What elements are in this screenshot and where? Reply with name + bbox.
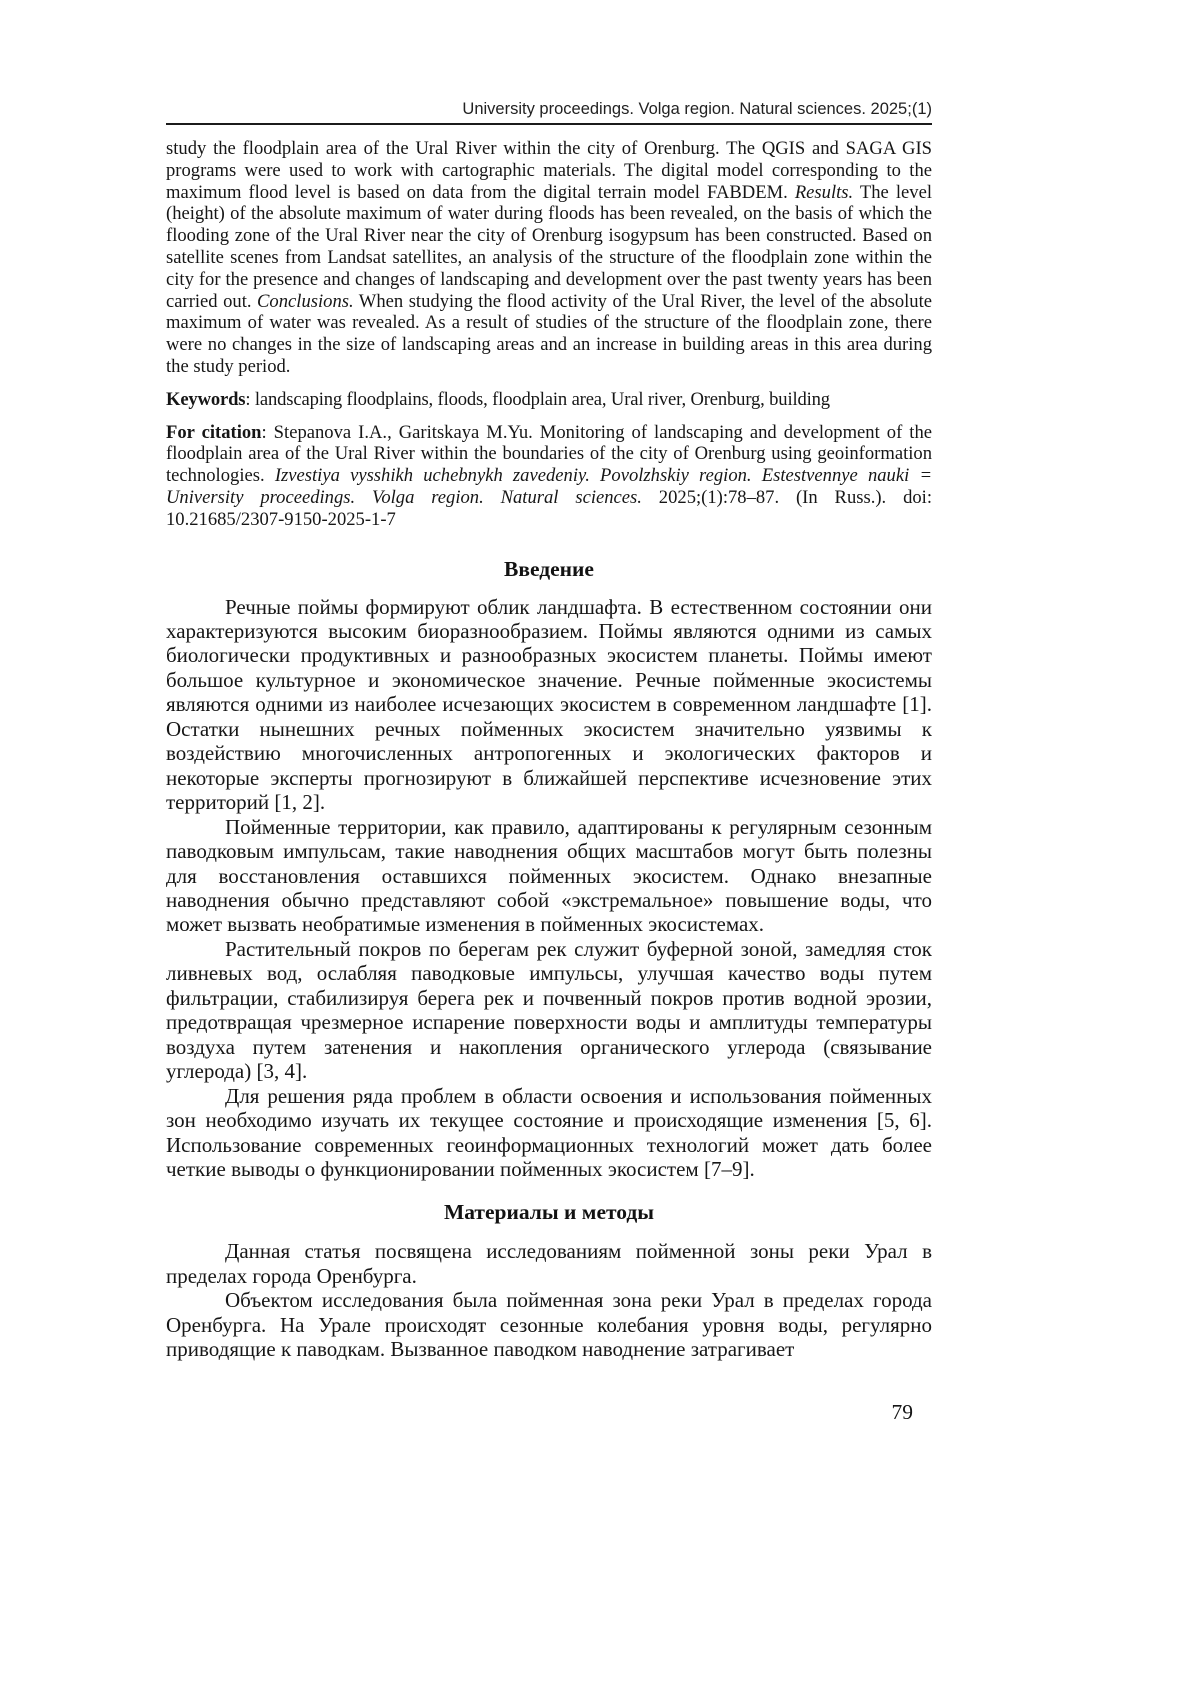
abstract-results-label: Results. xyxy=(794,181,854,203)
keywords-text: : landscaping floodplains, floods, floodplain area, Ural river, Orenburg, building xyxy=(245,388,830,410)
abstract-continuation-paragraph xyxy=(166,138,932,378)
methods-paragraph-2: Объектом исследования была пойменная зона реки Урал в пределах города Оренбурга. На Урале происходят сезонные колебания уровня воды, регулярно приводящие к паводкам. Вызванное паводком наводнение затрагивает xyxy=(166,1288,932,1362)
citation-journal-name: Izvestiya vysshikh uchebnykh zavedeniy. Povolzhskiy region. Estestvennye nauki = University proceedings. Volga region. Natural sciences. xyxy=(166,465,933,508)
running-head: University proceedings. Volga region. Natural sciences. 2025;(1) xyxy=(462,100,932,118)
section-heading-materials-methods: Материалы и методы xyxy=(443,1200,655,1225)
section-heading-introduction: Введение xyxy=(504,556,594,581)
text-column xyxy=(166,99,932,1362)
citation-doi-segment: 2025;(1):78–87. (In Russ.). doi: 10.21685/2307-9150-2025-1-7 xyxy=(166,486,932,530)
intro-paragraph-2: Пойменные территории, как правило, адаптированы к регулярным сезонным паводковым импульсам, такие наводнения общих масштабов могут быть полезны для восстановления оставшихся пойменных экосистем. Однако внезапные наводнения обычно представляют собой «экстремальное» повышение воды, что может вызвать необратимые изменения в пойменных экосистемах. xyxy=(166,814,932,937)
page-body xyxy=(166,138,932,1362)
page-number: 79 xyxy=(891,1400,913,1424)
abstract-text-segment: When studying the flood activity of the Ural River, the level of the absolute maximum of water was revealed. As a result of studies of the structure of the floodplain zone, there were no changes in the size of landscaping areas and an increase in building areas in this area during the study period. xyxy=(166,290,932,377)
methods-paragraph-1: Данная статья посвящена исследованиям пойменной зоны реки Урал в пределах города Оренбурга. xyxy=(166,1239,932,1288)
page-header xyxy=(166,99,932,125)
citation-paragraph xyxy=(166,422,932,531)
abstract-text-segment: study the floodplain area of the Ural River within the city of Orenburg. The QGIS and SAGA GIS programs were used to work with cartographic materials. The digital model corresponding to the maximum flood level is based on data from the digital terrain model FABDEM. xyxy=(166,138,932,203)
abstract-text-segment: The level (height) of the absolute maximum of water during floods has been revealed, on the basis of which the flooding zone of the Ural River near the city of Orenburg isogypsum has been constructed. Based on satellite scenes from Landsat satellites, an analysis of the structure of the floodplain zone within the city for the presence and changes of landscaping and development over the past twenty years has been carried out. xyxy=(166,181,932,312)
keywords-label: Keywords xyxy=(166,388,246,410)
abstract-conclusions-label: Conclusions. xyxy=(257,290,354,312)
header-rule xyxy=(166,123,932,125)
intro-paragraph-4: Для решения ряда проблем в области освоения и использования пойменных зон необходимо изучать их текущее состояние и происходящие изменения [5, 6]. Использование современных геоинформационных технологий может дать более четкие выводы о функционировании пойменных экосистем [7–9]. xyxy=(166,1083,932,1181)
citation-label: For citation xyxy=(166,421,262,443)
citation-text-segment: : Stepanova I.A., Garitskaya M.Yu. Monitoring of landscaping and development of the floodplain area of the Ural River within the boundaries of the city of Orenburg using geoinformation technologies. xyxy=(166,421,932,487)
intro-paragraph-3: Растительный покров по берегам рек служит буферной зоной, замедляя сток ливневых вод, ослабляя паводковые импульсы, улучшая качество воды путем фильтрации, стабилизируя берега рек и почвенный покров против водной эрозии, предотвращая чрезмерное испарение поверхности воды и амплитуды температуры воздуха путем затенения и накопления органического углерода (связывание углерода) [3, 4]. xyxy=(166,936,932,1084)
intro-paragraph-1: Речные поймы формируют облик ландшафта. В естественном состоянии они характеризуются высоким биоразнообразием. Поймы являются одними из самых биологически продуктивных и разнообразных экосистем планеты. Поймы имеют большое культурное и экономическое значение. Речные пойменные экосистемы являются одними из наиболее исчезающих экосистем в современном ландшафте [1]. Остатки нынешних речных пойменных экосистем значительно уязвимы к воздействию многочисленных антропогенных и экологических факторов и некоторые эксперты прогнозируют в ближайшей перспективе исчезновение этих территорий [1, 2]. xyxy=(166,594,932,815)
keywords-paragraph xyxy=(166,389,932,411)
